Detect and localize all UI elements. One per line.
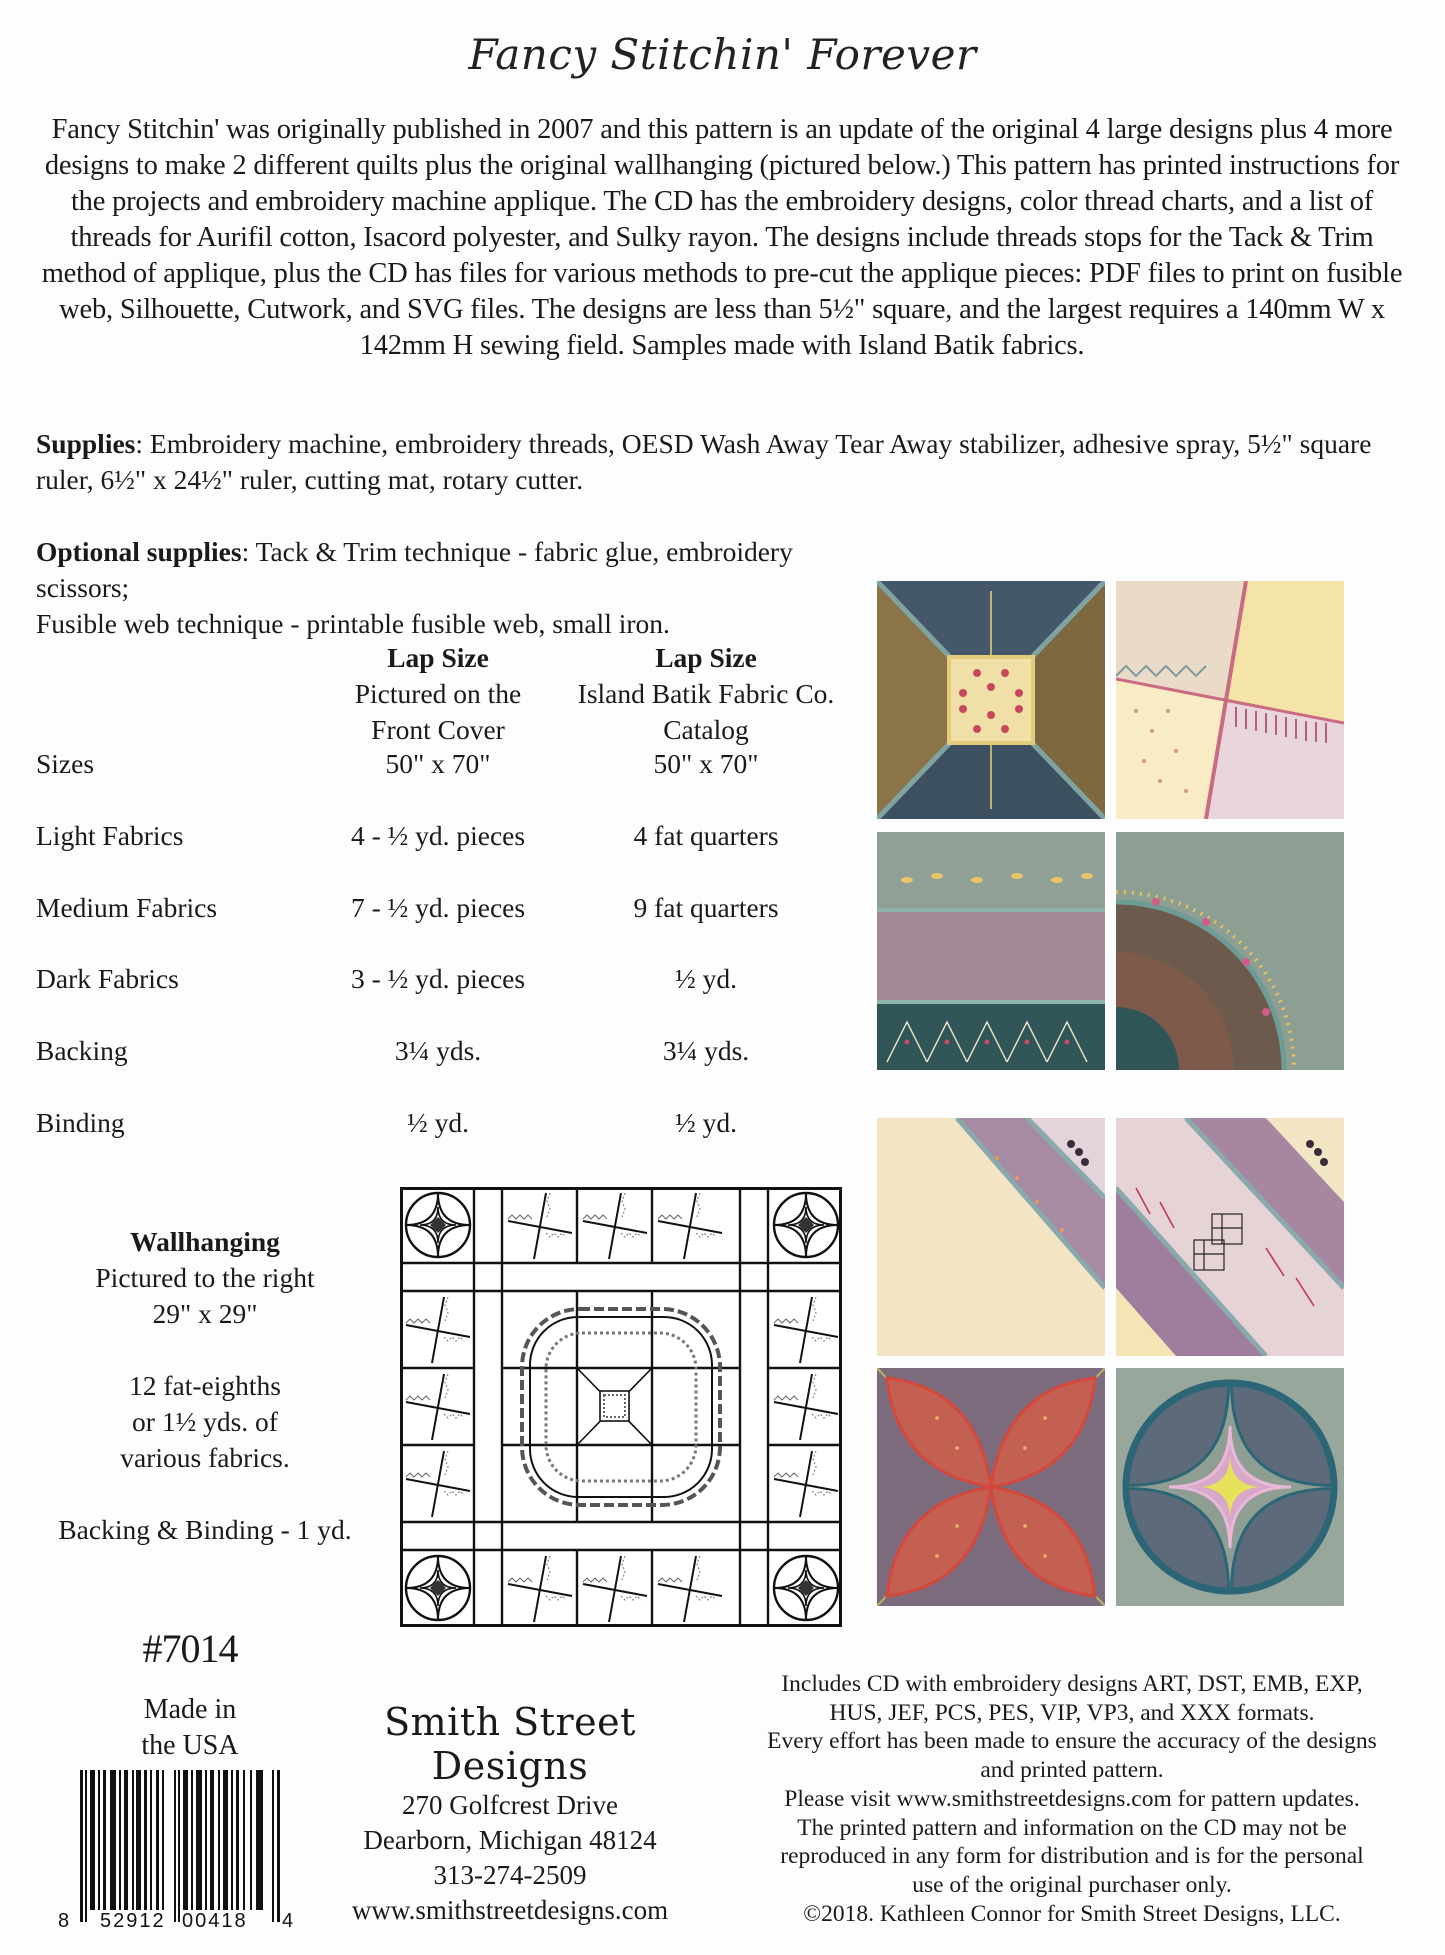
company-info bbox=[320, 1700, 700, 1928]
cell: 9 fat quarters bbox=[633, 892, 779, 923]
wallhanging-size: 29" x 29" bbox=[152, 1298, 258, 1329]
cell: 3¼ yds. bbox=[394, 1035, 482, 1066]
column-heading: Lap Size bbox=[655, 642, 757, 673]
photo-diagonal-band-embroidered-block bbox=[1116, 1118, 1344, 1356]
barcode-digit: 4 bbox=[282, 1910, 294, 1932]
barcode-digit: 00418 bbox=[182, 1910, 248, 1932]
column-subheading: Pictured on the bbox=[354, 678, 522, 709]
fine-print-line: Includes CD with embroidery designs ART, DST, EMB, EXP, bbox=[781, 1671, 1363, 1697]
wallhanging-heading: Wallhanging bbox=[130, 1226, 280, 1257]
company-address: 270 Golfcrest Drive bbox=[402, 1790, 618, 1820]
wallhanging-subheading: Pictured to the right bbox=[95, 1262, 315, 1293]
table-row bbox=[36, 748, 876, 784]
row-label: Backing bbox=[36, 1035, 128, 1066]
row-label: Binding bbox=[36, 1107, 125, 1138]
company-city: Dearborn, Michigan 48124 bbox=[363, 1825, 657, 1855]
wallhanging-fabric-line: 12 fat-eighths bbox=[129, 1370, 281, 1401]
row-label: Sizes bbox=[36, 748, 95, 779]
cell: 4 fat quarters bbox=[633, 820, 779, 851]
wallhanging-fabric-line: various fabrics. bbox=[120, 1442, 290, 1473]
table-row bbox=[36, 1035, 876, 1071]
table-row bbox=[36, 1107, 876, 1143]
made-in-line: the USA bbox=[141, 1730, 239, 1761]
photo-square-in-square-block bbox=[877, 581, 1105, 819]
cell: ½ yd. bbox=[407, 1107, 469, 1138]
fine-print-line: reproduced in any form for distribution and is for the personal bbox=[780, 1843, 1364, 1870]
wallhanging-backing: Backing & Binding - 1 yd. bbox=[58, 1514, 352, 1545]
column-header-catalog bbox=[556, 640, 856, 748]
cell: 50" x 70" bbox=[385, 748, 491, 779]
photo-orange-peel-petal-block bbox=[877, 1368, 1105, 1606]
page-title: Fancy Stitchin' Forever bbox=[468, 30, 977, 79]
cell: 50" x 70" bbox=[653, 748, 759, 779]
cell: 7 - ½ yd. pieces bbox=[350, 892, 526, 923]
barcode-digit: 52912 bbox=[100, 1910, 166, 1932]
row-label: Light Fabrics bbox=[36, 820, 184, 851]
optional-supplies-label: Optional supplies bbox=[36, 536, 242, 567]
photo-diagonal-band-plain-block bbox=[877, 1118, 1105, 1356]
made-in-usa bbox=[95, 1692, 285, 1764]
intro-paragraph: Fancy Stitchin' was originally published in 2007 and this pattern is an update of the original 4 large designs plus 4 more designs to make 2 different quilts plus the original wallhanging (pictured below.) This pattern has printed instructions for the projects and embroidery machine applique. The CD has the embroidery designs, color thread charts, and a list of threads for Aurifil cotton, Isacord polyester, and Sulky rayon. The designs include threads stops for the Tack & Trim method of applique, plus the CD has files for various methods to pre-cut the applique pieces: PDF files to print on fusible web, Silhouette, Cutwork, and SVG files. The designs are less than 5½" square, and the largest requires a 140mm W x 142mm H sewing field. Samples made with Island Batik fabrics. bbox=[41, 114, 1403, 361]
company-phone: 313-274-2509 bbox=[433, 1860, 587, 1890]
photo-stripe-band-block bbox=[877, 832, 1105, 1070]
company-name: Smith Street Designs bbox=[384, 1700, 636, 1788]
photo-fan-arc-block bbox=[1116, 832, 1344, 1070]
wallhanging-diagram bbox=[400, 1187, 842, 1627]
barcode-digit: 8 bbox=[58, 1910, 70, 1932]
fine-print-line: HUS, JEF, PCS, PES, VIP, VP3, and XXX formats. bbox=[829, 1699, 1315, 1726]
column-heading: Lap Size bbox=[387, 642, 489, 673]
optional-supplies-line2: Fusible web technique - printable fusible web, small iron. bbox=[36, 608, 670, 639]
row-label: Medium Fabrics bbox=[36, 892, 218, 923]
wallhanging-fabric-line: or 1½ yds. of bbox=[132, 1406, 278, 1437]
fine-print-line: Every effort has been made to ensure the accuracy of the designs bbox=[767, 1728, 1377, 1755]
barcode bbox=[78, 1770, 288, 1922]
sample-block-photos bbox=[877, 581, 1345, 1606]
optional-supplies-paragraph bbox=[36, 534, 836, 642]
copyright: ©2018. Kathleen Connor for Smith Street Designs, LLC. bbox=[803, 1900, 1341, 1927]
cell: 4 - ½ yd. pieces bbox=[350, 820, 526, 851]
column-subheading: Front Cover bbox=[371, 714, 505, 745]
table-row bbox=[36, 892, 876, 928]
made-in-line: Made in bbox=[143, 1694, 237, 1725]
fine-print-line: The printed pattern and information on the CD may not be bbox=[797, 1814, 1347, 1841]
cell: 3 - ½ yd. pieces bbox=[350, 963, 526, 994]
column-subheading: Catalog bbox=[663, 714, 749, 745]
column-subheading: Island Batik Fabric Co. bbox=[577, 678, 835, 709]
column-header-front-cover bbox=[308, 640, 568, 748]
company-website[interactable]: www.smithstreetdesigns.com bbox=[351, 1895, 669, 1925]
cell: ½ yd. bbox=[675, 1107, 737, 1138]
cell: ½ yd. bbox=[675, 963, 737, 994]
table-row bbox=[36, 820, 876, 856]
photo-circle-star-block bbox=[1116, 1368, 1344, 1606]
cell: 3¼ yds. bbox=[662, 1035, 750, 1066]
fine-print-line: and printed pattern. bbox=[980, 1757, 1164, 1784]
photo-crazy-patch-light-block bbox=[1116, 581, 1344, 819]
table-row bbox=[36, 963, 876, 999]
fine-print bbox=[712, 1670, 1432, 1928]
fine-print-line: Please visit www.smithstreetdesigns.com for pattern updates. bbox=[784, 1785, 1360, 1812]
supplies-paragraph bbox=[36, 426, 1416, 498]
pattern-number: #7014 bbox=[142, 1626, 238, 1671]
row-label: Dark Fabrics bbox=[36, 963, 179, 994]
wallhanging-info bbox=[30, 1224, 380, 1548]
fine-print-line: use of the original purchaser only. bbox=[912, 1871, 1232, 1898]
supplies-label: Supplies bbox=[36, 428, 136, 459]
optional-supplies-line1: : Tack & Trim technique - fabric glue, embroidery scissors; bbox=[36, 536, 793, 603]
supplies-text: : Embroidery machine, embroidery threads, OESD Wash Away Tear Away stabilizer, adhesive spray, 5½" square ruler, 6½" x 24½" ruler, cutting mat, rotary cutter. bbox=[36, 428, 1372, 495]
